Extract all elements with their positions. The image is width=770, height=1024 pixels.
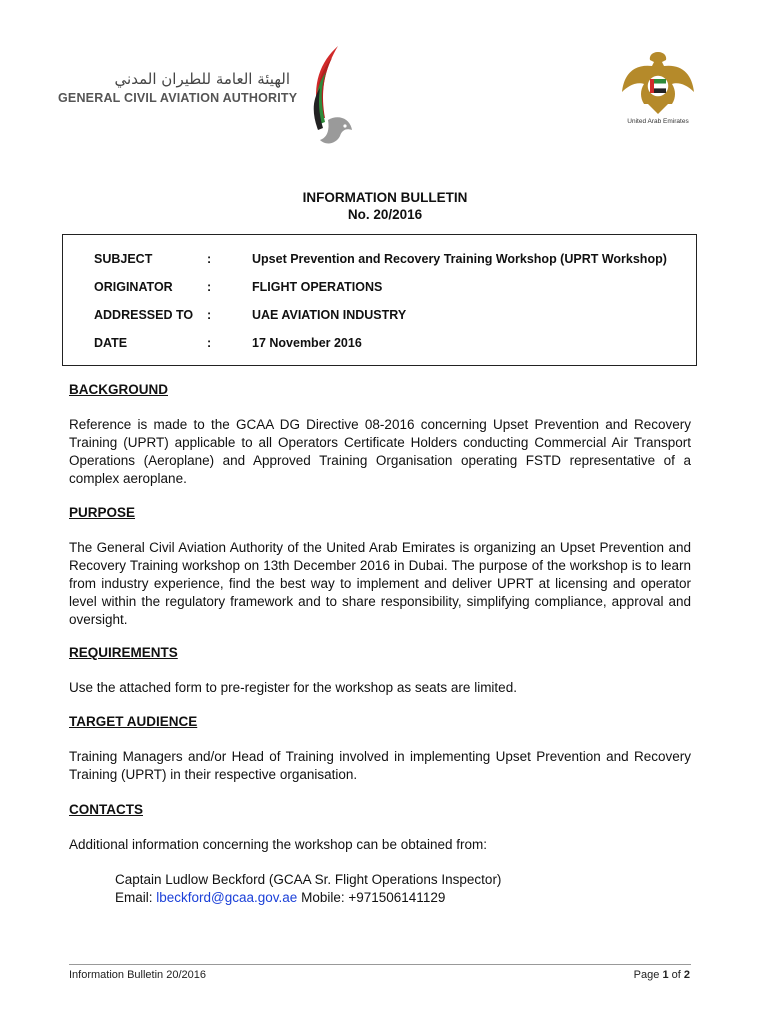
info-separator: : — [207, 280, 212, 294]
section-heading: PURPOSE — [69, 505, 136, 520]
section-contacts — [69, 801, 691, 819]
section-paragraph: Additional information concerning the workshop can be obtained from: — [69, 837, 487, 852]
requirements-body — [69, 679, 691, 697]
section-requirements — [69, 644, 691, 662]
org-name: GENERAL CIVIL AVIATION AUTHORITY — [58, 91, 298, 105]
info-label: DATE — [94, 336, 128, 350]
bulletin-number: No. 20/2016 — [347, 207, 423, 222]
info-value: Upset Prevention and Recovery Training Workshop (UPRT Workshop) — [252, 252, 667, 266]
purpose-body — [69, 539, 691, 629]
info-value: 17 November 2016 — [252, 336, 362, 350]
section-paragraph: Reference is made to the GCAA DG Directive 08-2016 concerning Upset Prevention and Recovery Training (UPRT) applicable to all Operators Certificate Holders conducting Commercial Air Transport Operations (Aeroplane) and Approved Training Organisation operating FSTD representative of a complex aeroplane. — [69, 417, 691, 486]
uae-emblem — [612, 48, 704, 130]
footer-page-number — [540, 969, 690, 981]
info-separator: : — [207, 308, 212, 322]
contact-details — [115, 889, 445, 907]
email-label: Email: — [115, 890, 153, 905]
gcaa-logo — [58, 42, 358, 152]
info-label: ADDRESSED TO — [94, 308, 194, 322]
info-label: ORIGINATOR — [94, 280, 173, 294]
section-paragraph: Use the attached form to pre-register for the workshop as seats are limited. — [69, 680, 517, 695]
bulletin-title: INFORMATION BULLETIN — [302, 190, 468, 205]
bulletin-info-table — [62, 234, 697, 366]
section-paragraph: Training Managers and/or Head of Training involved in implementing Upset Prevention and Recovery Training (UPRT) in their respective organisation. — [69, 749, 691, 782]
info-value: UAE AVIATION INDUSTRY — [252, 308, 407, 322]
mobile-number: Mobile: +971506141129 — [301, 890, 446, 905]
section-purpose — [69, 504, 691, 522]
contact-person: Captain Ludlow Beckford (GCAA Sr. Flight Operations Inspector) — [115, 872, 502, 887]
info-separator: : — [207, 336, 212, 350]
section-paragraph: The General Civil Aviation Authority of the United Arab Emirates is organizing an Upset Prevention and Recovery Training workshop on 13th December 2016 in Dubai. The purpose of the workshop is to learn from industry experience, find the best way to implement and deliver UPRT at licensing and operator level within the regulatory framework and to share responsibility, simplifying compliance, approval and oversight. — [69, 540, 691, 627]
section-target-audience — [69, 713, 691, 731]
page-word: Page — [633, 969, 660, 981]
footer-document-name: Information Bulletin 20/2016 — [69, 969, 206, 981]
section-background — [69, 381, 691, 399]
section-heading: BACKGROUND — [69, 382, 168, 397]
gcaa-wing-logo-icon — [298, 44, 358, 148]
section-heading: REQUIREMENTS — [69, 645, 178, 660]
uae-falcon-emblem-icon — [612, 48, 704, 118]
info-label: SUBJECT — [94, 252, 153, 266]
arabic-org-name: الهيئة العامة للطيران المدني — [114, 70, 290, 88]
page-of: of — [671, 969, 681, 981]
info-value: FLIGHT OPERATIONS — [252, 280, 383, 294]
page-current: 1 — [662, 969, 669, 981]
target-audience-body — [69, 748, 691, 784]
page-total: 2 — [683, 969, 690, 981]
info-separator: : — [207, 252, 212, 266]
bulletin-title-block — [0, 189, 770, 223]
emblem-caption: United Arab Emirates — [627, 118, 689, 125]
email-link[interactable]: lbeckford@gcaa.gov.ae — [156, 890, 298, 905]
footer-divider — [69, 964, 691, 965]
section-heading: CONTACTS — [69, 802, 143, 817]
background-body — [69, 416, 691, 488]
section-heading: TARGET AUDIENCE — [69, 714, 198, 729]
contacts-body — [69, 836, 691, 854]
